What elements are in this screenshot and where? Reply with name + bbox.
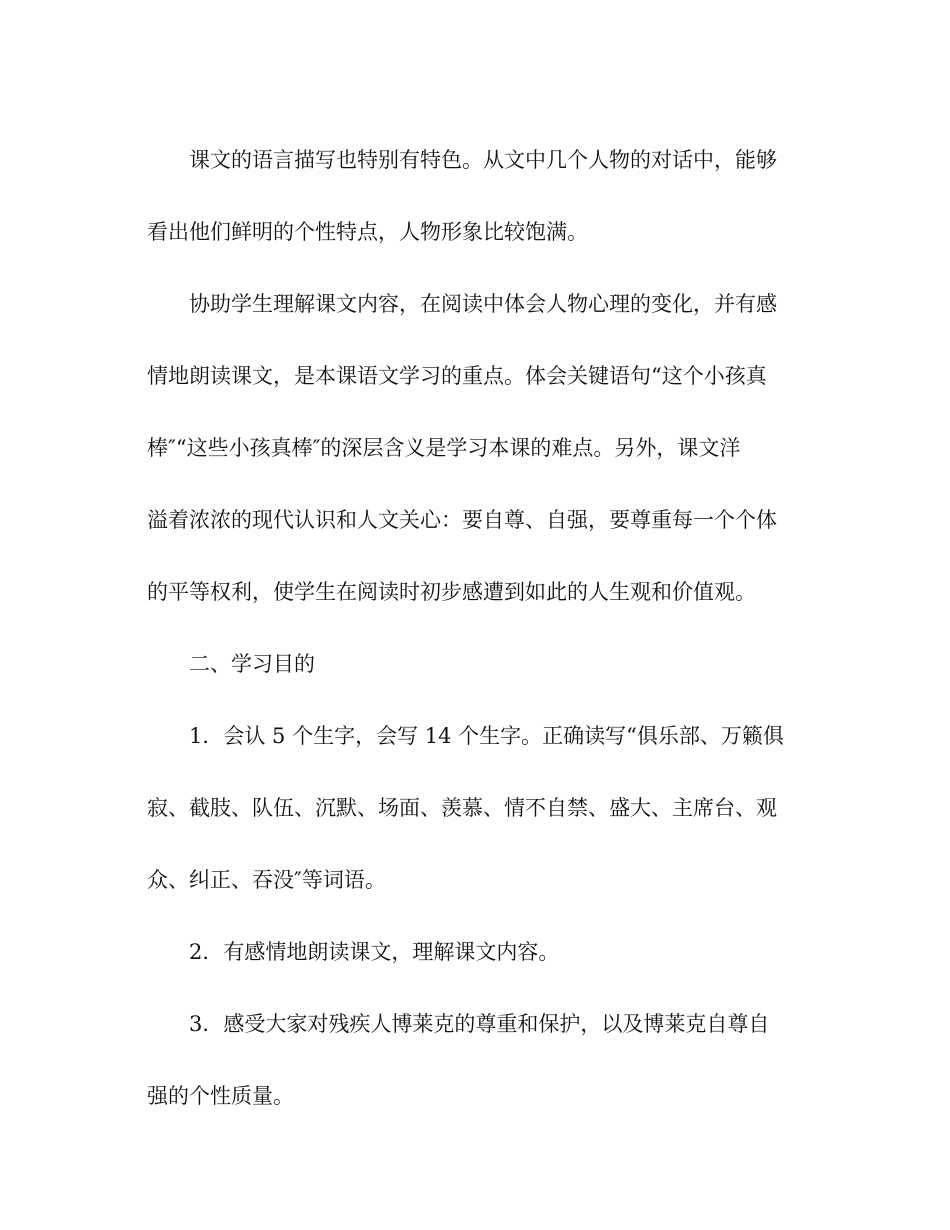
section-heading-learning-goals <box>147 628 807 700</box>
goal-item-1 <box>147 700 807 916</box>
goal-item-3 <box>147 988 807 1132</box>
text-line: 课文的语言描写也特别有特色。从文中几个人物的对话中，能够 <box>189 148 777 172</box>
text-line: 溢着浓浓的现代认识和人文关心：要自尊、自强，要尊重每一个个体 <box>147 508 777 532</box>
text-line: 棒″“这些小孩真棒″的深层含义是学习本课的难点。另外，课文洋 <box>147 436 741 460</box>
paragraph-teaching-focus <box>147 268 807 628</box>
text-line: 看出他们鲜明的个性特点，人物形象比较饱满。 <box>147 220 588 244</box>
text-line: 协助学生理解课文内容，在阅读中体会人物心理的变化，并有感 <box>189 292 777 316</box>
text-line: 寂、截肢、队伍、沉默、场面、羡慕、情不自禁、盛大、主席台、观 <box>147 796 777 820</box>
text-line: 1．会认 5 个生字，会写 14 个生字。正确读写“俱乐部、万籁俱 <box>189 724 784 748</box>
text-line: 众、纠正、吞没″等词语。 <box>147 868 386 892</box>
text-line: 3．感受大家对残疾人博莱克的尊重和保护，以及博莱克自尊自 <box>189 1012 770 1036</box>
text-line: 2．有感情地朗读课文，理解课文内容。 <box>189 940 560 964</box>
section-heading: 二、学习目的 <box>189 652 315 676</box>
paragraph-language-features <box>147 124 807 268</box>
text-line: 的平等权利，使学生在阅读时初步感遭到如此的人生观和价值观。 <box>147 580 756 604</box>
document-body <box>147 124 807 1132</box>
text-line: 强的个性质量。 <box>147 1084 294 1108</box>
goal-item-2 <box>147 916 807 988</box>
text-line: 情地朗读课文，是本课语文学习的重点。体会关键语句“这个小孩真 <box>147 364 767 388</box>
